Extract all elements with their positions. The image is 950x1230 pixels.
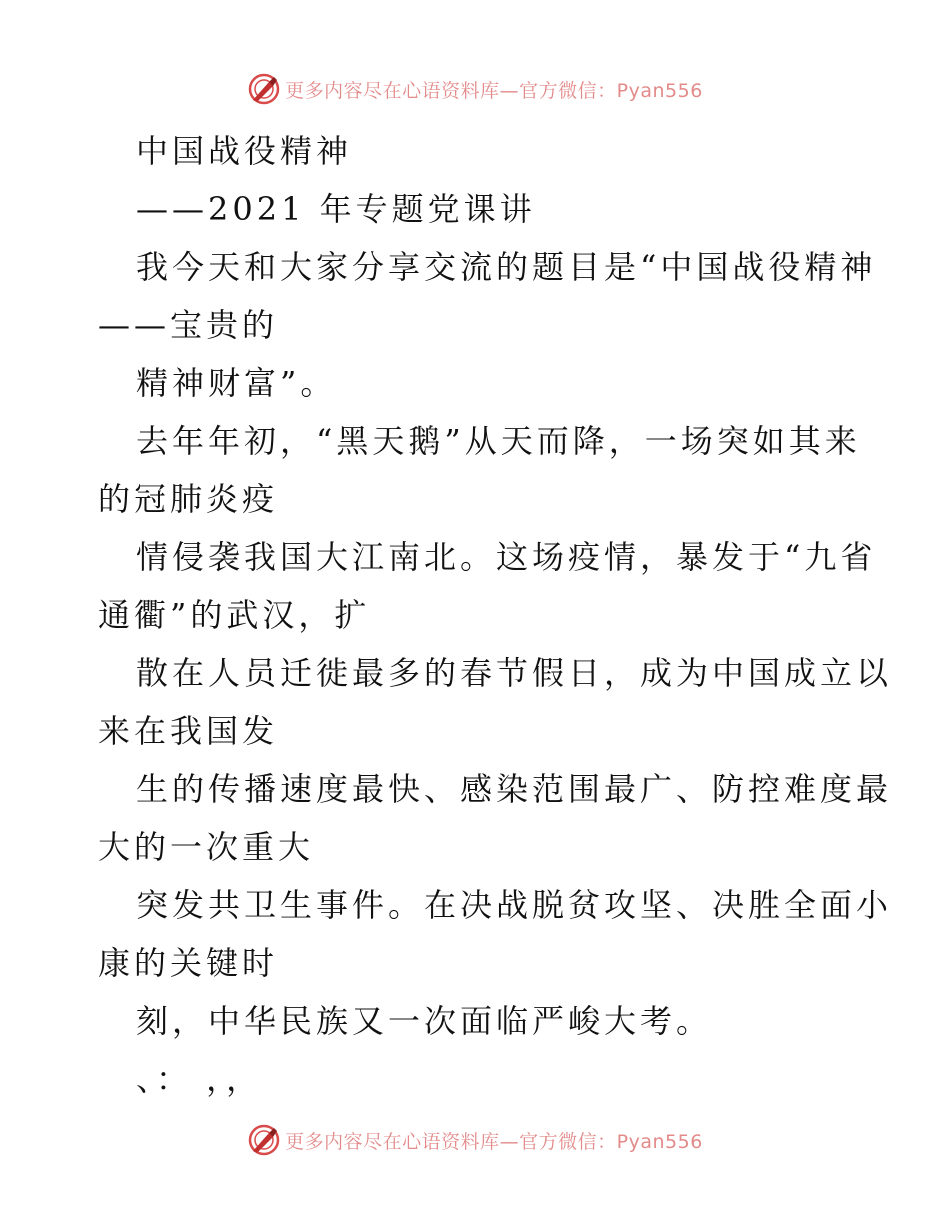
paragraph-line: 通衢”的武汉，扩 [98, 596, 371, 634]
footer-banner-text: 更多内容尽在心语资料库—官方微信：Pyan556 [285, 1130, 703, 1153]
paragraph-line: 散在人员迁徙最多的春节假日，成为中国成立以 [136, 654, 893, 692]
paragraph-line: 来在我国发 [98, 712, 279, 750]
paragraph-line: 康的关键时 [98, 944, 279, 982]
document-body [98, 122, 893, 1108]
paragraph-line: 生的传播速度最快、感染范围最广、防控难度最 [136, 770, 893, 808]
paragraph-line: 我今天和大家分享交流的题目是“中国战役精神 [136, 248, 877, 286]
paragraph-line: ——宝贵的 [98, 306, 279, 344]
pen-logo-icon [247, 72, 281, 106]
footer-banner [0, 1123, 950, 1157]
doc-subtitle: ——2021 年专题党课讲 [136, 190, 536, 228]
paragraph-line: 的冠肺炎疫 [98, 480, 279, 518]
paragraph-line: 突发共卫生事件。在决战脱贫攻坚、决胜全面小 [136, 886, 893, 924]
paragraph-line: 刻，中华民族又一次面临严峻大考。 [136, 1002, 713, 1040]
header-banner-text: 更多内容尽在心语资料库—官方微信：Pyan556 [285, 79, 703, 102]
header-banner [0, 72, 950, 106]
paragraph-line: 情侵袭我国大江南北。这场疫情，暴发于“九省 [136, 538, 877, 576]
paragraph-line: 大的一次重大 [98, 828, 315, 866]
paragraph-line: 去年年初，“黑天鹅”从天而降，一场突如其来 [136, 422, 861, 460]
paragraph-line: 、： ，， [136, 1060, 263, 1098]
paragraph-line: 精神财富”。 [136, 364, 337, 402]
pen-logo-icon [247, 1123, 281, 1157]
doc-title: 中国战役精神 [136, 132, 353, 170]
